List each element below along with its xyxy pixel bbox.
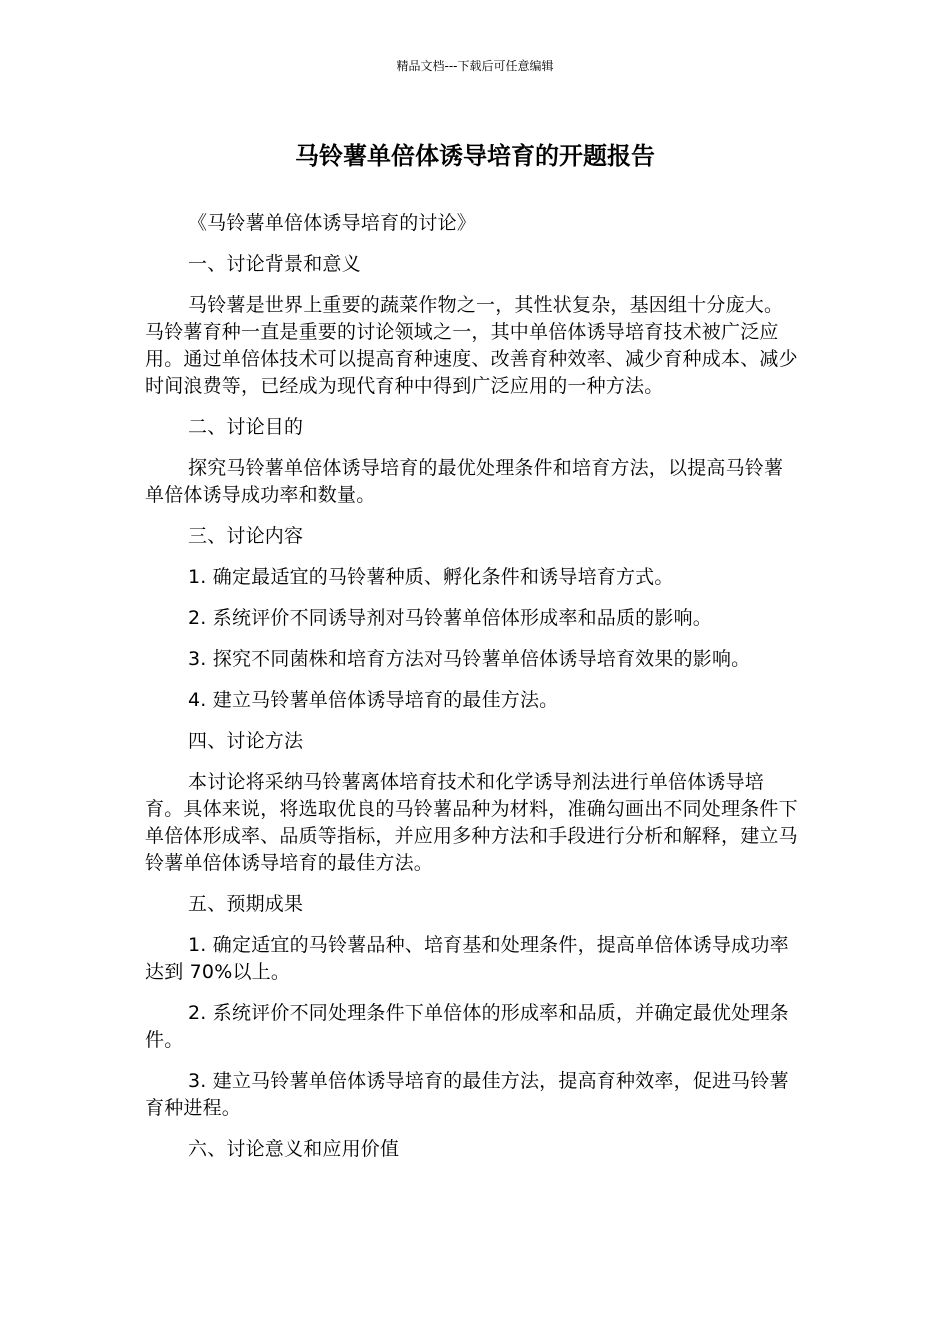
section-heading-background: 一、讨论背景和意义 xyxy=(188,253,361,275)
document-body xyxy=(145,210,800,1177)
section-heading-content: 三、讨论内容 xyxy=(188,525,304,547)
content-item-3: 3. 探究不同菌株和培育方法对马铃薯单倍体诱导培育效果的影响。 xyxy=(188,648,751,670)
paragraph-purpose: 探究马铃薯单倍体诱导培育的最优处理条件和培育方法，以提高马铃薯单倍体诱导成功率和数量。 xyxy=(145,457,784,506)
paragraph-background: 马铃薯是世界上重要的蔬菜作物之一，其性状复杂，基因组十分庞大。马铃薯育种一直是重要的讨论领域之一，其中单倍体诱导培育技术被广泛应用。通过单倍体技术可以提高育种速度、改善育种效率、减少育种成本、减少时间浪费等，已经成为现代育种中得到广泛应用的一种方法。 xyxy=(145,294,798,397)
document-title: 马铃薯单倍体诱导培育的开题报告 xyxy=(295,142,655,170)
section-heading-results: 五、预期成果 xyxy=(188,893,304,915)
section-heading-method: 四、讨论方法 xyxy=(188,730,304,752)
result-item-1: 1. 确定适宜的马铃薯品种、培育基和处理条件，提高单倍体诱导成功率达到 70%以上。 xyxy=(145,934,789,983)
content-item-2: 2. 系统评价不同诱导剂对马铃薯单倍体形成率和品质的影响。 xyxy=(188,607,712,629)
section-heading-significance: 六、讨论意义和应用价值 xyxy=(188,1138,400,1160)
result-item-2: 2. 系统评价不同处理条件下单倍体的形成率和品质，并确定最优处理条件。 xyxy=(145,1002,789,1051)
page-header: 精品文档---下载后可任意编辑 xyxy=(396,59,554,73)
result-item-3: 3. 建立马铃薯单倍体诱导培育的最佳方法，提高育种效率，促进马铃薯育种进程。 xyxy=(145,1070,789,1119)
paragraph-method: 本讨论将采纳马铃薯离体培育技术和化学诱导剂法进行单倍体诱导培育。具体来说，将选取优良的马铃薯品种为材料，准确勾画出不同处理条件下单倍体形成率、品质等指标，并应用多种方法和手段进行分析和解释，建立马铃薯单倍体诱导培育的最佳方法。 xyxy=(145,771,798,874)
subtitle: 《马铃薯单倍体诱导培育的讨论》 xyxy=(188,212,477,234)
content-item-4: 4. 建立马铃薯单倍体诱导培育的最佳方法。 xyxy=(188,689,559,711)
content-item-1: 1. 确定最适宜的马铃薯种质、孵化条件和诱导培育方式。 xyxy=(188,566,674,588)
section-heading-purpose: 二、讨论目的 xyxy=(188,416,304,438)
